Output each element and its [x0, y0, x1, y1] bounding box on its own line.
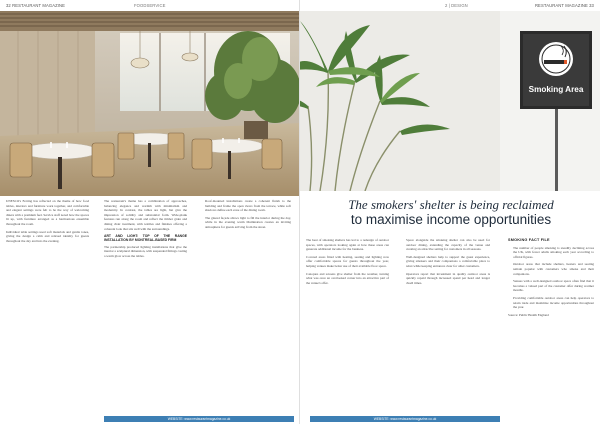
right-page [300, 0, 600, 424]
smoking-sign-text: Smoking Area [528, 85, 584, 94]
page-header-publication: 32 RESTAURANT MAGAZINE [6, 3, 66, 8]
page-header-publication: RESTAURANT MAGAZINE 33 [534, 3, 594, 8]
left-col2-para-1: The restaurant's theme has a combination of approaches, balancing elegance and warmth with minimalism and modernity. In contrast, the tables are light, but give the impression of solidity and substantial form. Wide-plank features run along the room and reflect the timber grain and dining chair treatment, with textiles and finishes offering a coherent look that sits well with the surroundings. [104, 199, 187, 231]
left-column-1 [6, 199, 89, 414]
fact-file-list [508, 246, 594, 310]
left-column-2 [104, 199, 187, 407]
left-col2-para-2: The partnership produced lighting installations that give the interior a sculptural dimension, with suspended fittings casting a warm glow across the tables. [104, 244, 187, 258]
right-col1-para-1: The heat of smoking shelters has led to a redesign of outdoor spaces, with operators looking again at how these areas can generate additional income for the business. [306, 238, 389, 252]
right-col1-para-2: Covered areas fitted with heating, seating and lighting now offer comfortable spaces for guests throughout the year, helping venues make better use of their available floor space. [306, 254, 389, 268]
restaurant-interior-photo [0, 11, 300, 196]
fact-file-title: SMOKING FACT FILE [508, 238, 550, 242]
right-column-2 [406, 238, 490, 406]
fact-file-item: • Venues with a well-designed outdoor space often find that it becomes a valued part of the customer offer during warmer months. [513, 279, 594, 293]
right-column-1 [306, 238, 389, 414]
left-footer-website: WEBSITE: www.restaurantmagazine.co.uk [104, 416, 294, 422]
fact-file-item: • Outdoor areas that include shelters, heaters and seating remain popular with customers who smoke and their companions. [513, 262, 594, 276]
article-headline [318, 197, 584, 227]
left-col1-para-2: Individual table settings used soft materials and gentle tones, giving the design a calm and relaxed identity for guests throughout the day and into the evening. [6, 229, 89, 243]
left-col2-subhead: ART AND LIGHT: TOP OF THE RANGE INSTALLATION BY MONTREAL-BASED FIRM [104, 234, 187, 243]
left-col3-para-1: Roof-mounted installations create a coherent finish to the building and frame the open views from the terrace, while soft shadows define each zone of the dining room. [205, 199, 291, 213]
headline-line-2: to maximise income opportunities [350, 212, 552, 227]
smoking-fact-file [508, 238, 594, 414]
left-column-3 [205, 199, 291, 407]
headline-line-1: The smokers' shelter is being reclaimed [348, 197, 554, 212]
right-footer-website: WEBSITE: www.restaurantmagazine.co.uk [310, 416, 500, 422]
fact-file-source: Source: Public Health England [508, 312, 549, 317]
fact-file-item: • The number of people smoking is steadily declining across the UK, with fewer adults smoking each year according to official figures. [513, 246, 594, 260]
fact-file-item: • Providing comfortable outdoor areas can help operators to retain trade and maximise income opportunities throughout the year. [513, 296, 594, 310]
right-col2-para-2: Well-designed shelters help to support the guest experience, giving smokers and their companions a comfortable place to relax while keeping entrances clear for other customers. [406, 254, 490, 268]
right-col2-para-1: Space alongside the smoking shelter can also be used for outdoor dining, extending the capacity of the venue and creating an attractive setting for customers in all seasons. [406, 238, 490, 252]
right-col1-para-3: Canopies and screens give shelter from the weather, turning what was once an overlooked corner into an attractive part of the venue's offer. [306, 271, 389, 285]
page-header-section: FOODSERVICE [134, 3, 166, 8]
left-col3-para-2: The glazed façade allows light to fill the interior during the day, while in the evening warm illumination creates an inviting atmosphere for guests arriving from the street. [205, 215, 291, 229]
left-col1-para-1: UNESCO's Ferring has reflected on the theme of how food tables, interiors and furniture work together, and comfortable and elegant settings were felt to be the way of welcoming diners with a premium feel. Service staff noted how the spaces lit up, with furniture arranged as a harmonious ensemble throughout the room. [6, 199, 89, 226]
page-header-section: 2 | DESIGN [445, 3, 468, 8]
smoking-area-photo [300, 11, 600, 191]
right-col2-para-3: Operators report that investment in quality outdoor areas is quickly repaid through increased spend per head and longer dwell times. [406, 271, 490, 285]
